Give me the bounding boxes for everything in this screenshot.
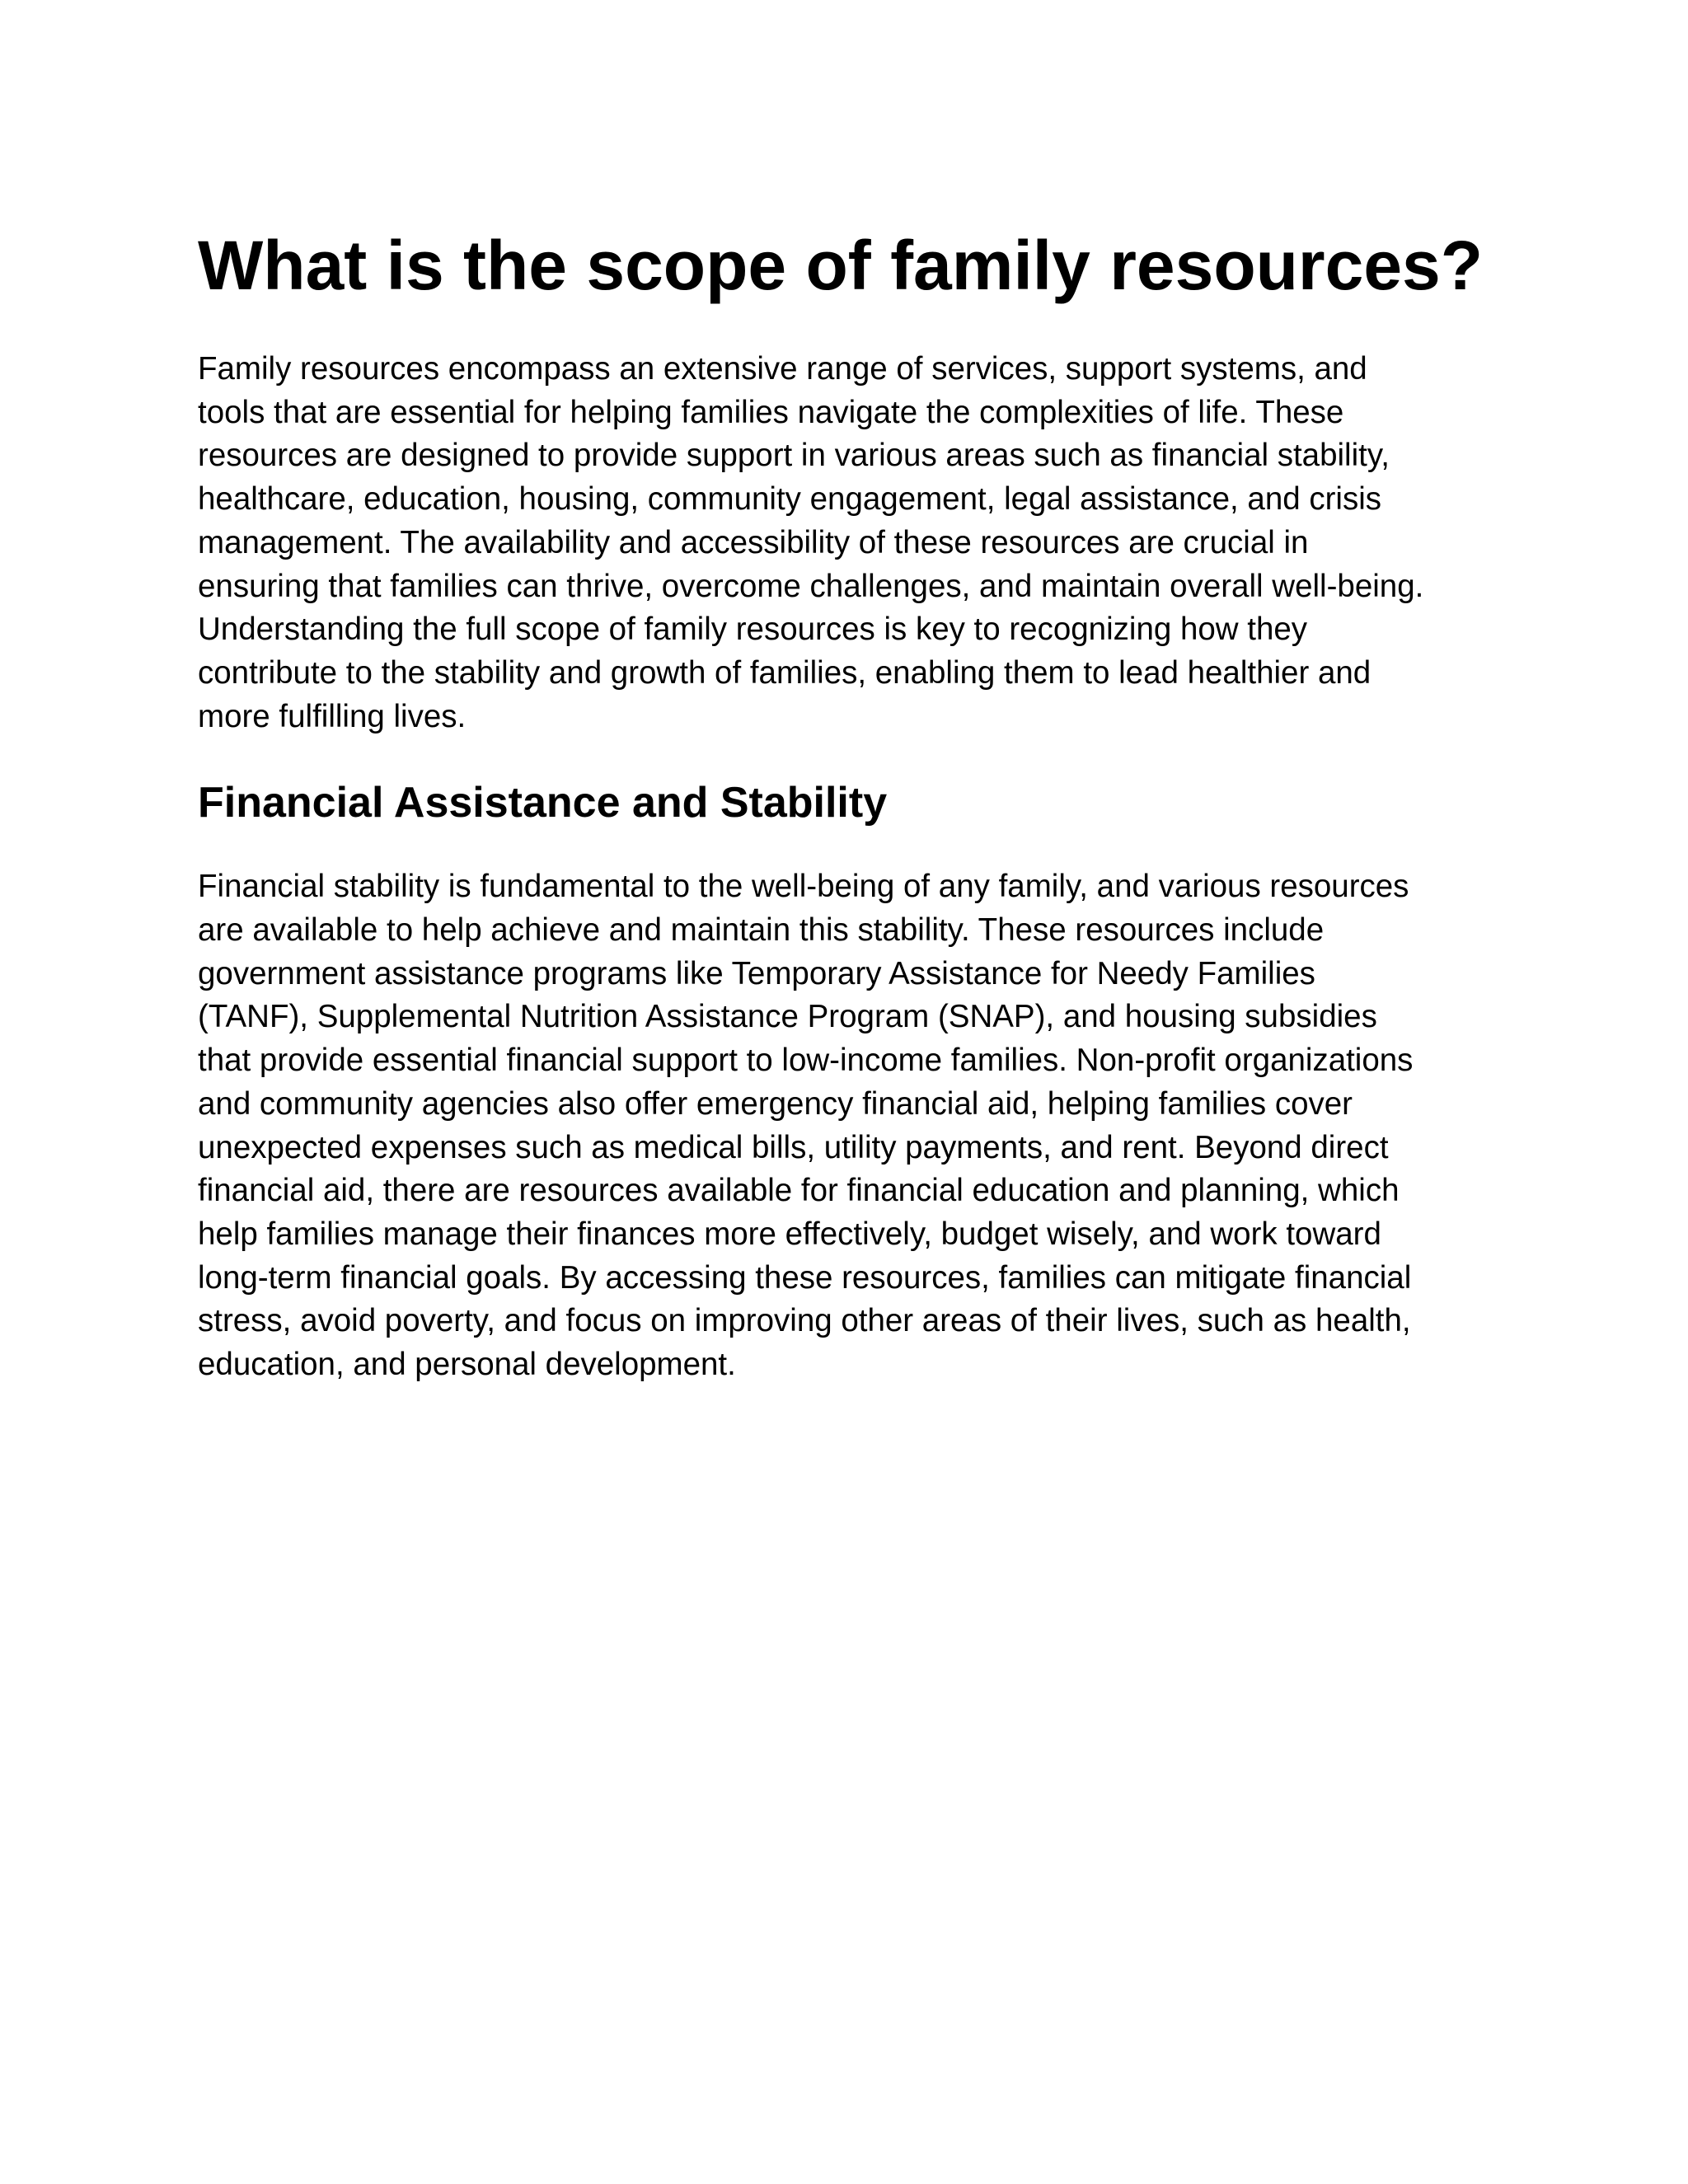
- section-line: unexpected expenses such as medical bills, utility payments, and rent. Beyond direct: [198, 1129, 1389, 1165]
- intro-line: tools that are essential for helping families navigate the complexities of life. These: [198, 394, 1344, 430]
- section-line: (TANF), Supplemental Nutrition Assistance Program (SNAP), and housing subsidies: [198, 999, 1377, 1035]
- section-paragraph: [198, 865, 1517, 1386]
- section-line: help families manage their finances more effectively, budget wisely, and work toward: [198, 1216, 1381, 1252]
- document-content: [198, 223, 1517, 1387]
- section-line: Financial stability is fundamental to the well-being of any family, and various resources: [198, 869, 1409, 905]
- intro-line: more fulfilling lives.: [198, 698, 467, 734]
- section-line: government assistance programs like Temporary Assistance for Needy Families: [198, 955, 1315, 991]
- intro-line: healthcare, education, housing, community engagement, legal assistance, and crisis: [198, 481, 1382, 518]
- intro-line: Family resources encompass an extensive range of services, support systems, and: [198, 351, 1367, 387]
- intro-line: resources are designed to provide support in various areas such as financial stability,: [198, 438, 1390, 474]
- section-line: education, and personal development.: [198, 1347, 736, 1383]
- section-line: long-term financial goals. By accessing these resources, families can mitigate financial: [198, 1259, 1412, 1296]
- intro-line: contribute to the stability and growth of families, enabling them to lead healthier and: [198, 654, 1372, 691]
- intro-line: management. The availability and accessibility of these resources are crucial in: [198, 524, 1309, 560]
- intro-paragraph: [198, 348, 1517, 738]
- section-line: are available to help achieve and maintain this stability. These resources include: [198, 912, 1325, 949]
- section-line: that provide essential financial support to low-income families. Non-profit organizations: [198, 1043, 1414, 1079]
- section-line: stress, avoid poverty, and focus on improving other areas of their lives, such as health,: [198, 1303, 1411, 1339]
- intro-line: Understanding the full scope of family resources is key to recognizing how they: [198, 612, 1308, 648]
- intro-line: ensuring that families can thrive, overcome challenges, and maintain overall well-being.: [198, 568, 1424, 604]
- section-line: and community agencies also offer emergency financial aid, helping families cover: [198, 1085, 1353, 1122]
- section-line: financial aid, there are resources available for financial education and planning, which: [198, 1173, 1400, 1209]
- section-heading: Financial Assistance and Stability: [198, 779, 888, 827]
- page-title: What is the scope of family resources?: [198, 227, 1484, 304]
